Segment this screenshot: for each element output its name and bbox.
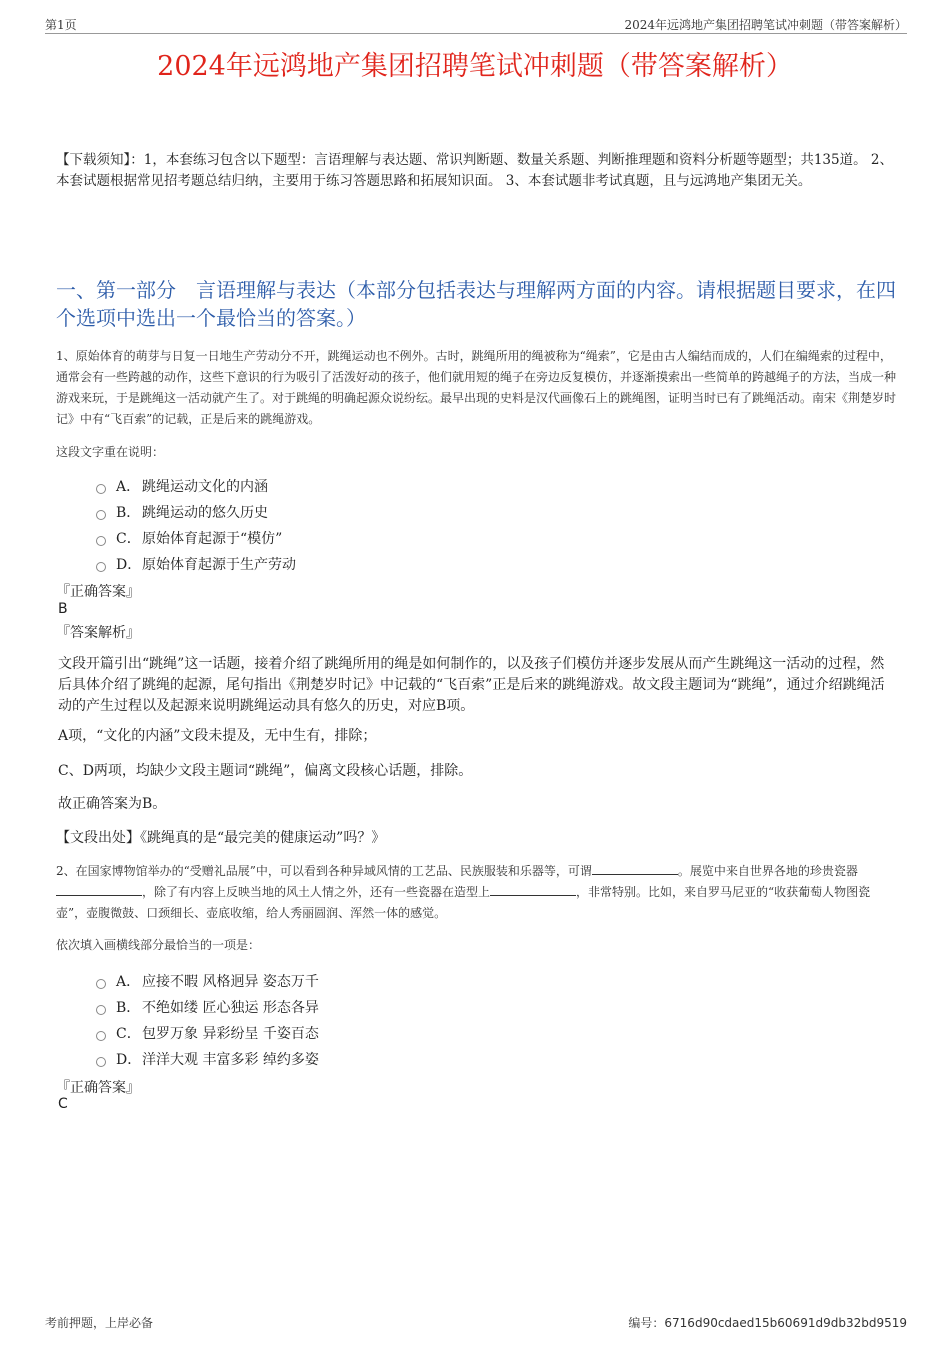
question-1-source: 【文段出处】《跳绳真的是“最完美的健康运动”吗？》 <box>56 830 386 846</box>
radio-icon[interactable] <box>96 979 106 989</box>
question-2-prompt: 依次填入画横线部分最恰当的一项是： <box>56 938 261 952</box>
question-2-option-b[interactable] <box>96 994 319 1020</box>
question-1-option-b[interactable] <box>96 499 296 525</box>
option-text: 包罗万象 异彩纷呈 千姿百态 <box>142 1026 319 1042</box>
stem-text: 。展览中来自世界各地的珍贵瓷器 <box>677 864 858 878</box>
option-letter: A． <box>116 974 141 990</box>
page-number: 第1页 <box>45 18 77 32</box>
section-heading: 一、第一部分 言语理解与表达（本部分包括表达与理解两方面的内容。请根据题目要求，在四个选项中选出一个最恰当的答案。） <box>56 278 896 330</box>
option-text: 跳绳运动的悠久历史 <box>142 505 268 521</box>
question-1-option-d[interactable] <box>96 551 296 577</box>
question-1-option-a[interactable] <box>96 473 296 499</box>
option-letter: C． <box>116 531 141 547</box>
question-1-prompt: 这段文字重在说明： <box>56 445 165 459</box>
download-notice: 【下载须知】：1，本套练习包含以下题型：言语理解与表达题、常识判断题、数量关系题、判断推理题和资料分析题等题型；共135道。 2、本套试题根据常见招考题总结归纳，主要用于练习答题思路和拓展知识面。 3、本套试题非考试真题，且与远鸿地产集团无关。 <box>56 152 893 189</box>
radio-icon[interactable] <box>96 562 106 572</box>
option-text: 原始体育起源于生产劳动 <box>142 557 296 573</box>
radio-icon[interactable] <box>96 510 106 520</box>
question-1-analysis: 文段开篇引出“跳绳”这一话题，接着介绍了跳绳所用的绳是如何制作的，以及孩子们模仿并逐步发展从而产生跳绳这一活动的过程，然后具体介绍了跳绳的起源，尾句指出《荆楚岁时记》中记载的“飞百索”正是后来的跳绳游戏。故文段主题词为“跳绳”，通过介绍跳绳活动的产生过程以及起源来说明跳绳运动具有悠久的历史，对应B项。 <box>58 656 885 714</box>
fill-blank <box>490 884 576 896</box>
radio-icon[interactable] <box>96 1057 106 1067</box>
stem-text: 2、在国家博物馆举办的“受赠礼品展”中，可以看到各种异域风情的工艺品、民族服装和乐器等，可谓 <box>56 864 592 878</box>
question-1-analysis-label: 『答案解析』 <box>56 625 140 641</box>
option-letter: B． <box>116 505 141 521</box>
page-header <box>45 14 907 34</box>
question-1-option-c[interactable] <box>96 525 296 551</box>
radio-icon[interactable] <box>96 1005 106 1015</box>
option-text: 应接不暇 风格迥异 姿态万千 <box>142 974 319 990</box>
option-text: 洋洋大观 丰富多彩 绰约多姿 <box>142 1052 319 1068</box>
option-letter: D． <box>116 1052 142 1068</box>
question-2-answer-label: 『正确答案』 <box>56 1080 140 1096</box>
option-text: 跳绳运动文化的内涵 <box>142 479 268 495</box>
footer-slogan: 考前押题，上岸必备 <box>45 1316 154 1330</box>
footer-code <box>628 1314 907 1331</box>
footer-code-label: 编号： <box>628 1316 665 1330</box>
question-2-option-d[interactable] <box>96 1046 319 1072</box>
fill-blank <box>592 863 678 875</box>
option-letter: B． <box>116 1000 141 1016</box>
radio-icon[interactable] <box>96 536 106 546</box>
stem-text: ，非常特别。比如，来自罗马尼亚的“收获葡萄人物图瓷壶”，壶腹微鼓、口颈细长、壶底收缩，给人秀丽圆润、浑然一体的感觉。 <box>56 885 871 920</box>
question-2-stem <box>56 861 898 924</box>
question-1-answer-label: 『正确答案』 <box>56 584 140 600</box>
question-1-conclusion: 故正确答案为B。 <box>58 796 167 812</box>
question-2-option-a[interactable] <box>96 968 319 994</box>
document-title: 2024年远鸿地产集团招聘笔试冲刺题（带答案解析） <box>157 51 793 82</box>
option-text: 原始体育起源于“模仿” <box>142 531 283 547</box>
question-2-option-c[interactable] <box>96 1020 319 1046</box>
footer-code-value: 6716d90cdaed15b60691d9db32bd9519 <box>664 1316 907 1330</box>
question-2-options <box>96 968 319 1072</box>
question-1-analysis-a: A项，“文化的内涵”文段未提及，无中生有，排除； <box>58 728 377 744</box>
radio-icon[interactable] <box>96 1031 106 1041</box>
question-1-options <box>96 473 296 577</box>
question-1-answer: B <box>58 601 68 617</box>
radio-icon[interactable] <box>96 484 106 494</box>
question-2-answer: C <box>58 1096 68 1112</box>
option-text: 不绝如缕 匠心独运 形态各异 <box>142 1000 319 1016</box>
option-letter: D． <box>116 557 142 573</box>
header-doc-title: 2024年远鸿地产集团招聘笔试冲刺题（带答案解析） <box>624 18 907 32</box>
option-letter: C． <box>116 1026 141 1042</box>
option-letter: A． <box>116 479 141 495</box>
fill-blank <box>56 884 142 896</box>
question-1-analysis-cd: C、D两项，均缺少文段主题词“跳绳”，偏离文段核心话题，排除。 <box>58 763 473 779</box>
stem-text: ，除了有内容上反映当地的风土人情之外，还有一些瓷器在造型上 <box>142 885 491 899</box>
question-1-stem: 1、原始体育的萌芽与日复一日地生产劳动分不开，跳绳运动也不例外。古时，跳绳所用的绳被称为“绳索”，它是由古人编结而成的，人们在编绳索的过程中，通常会有一些跨越的动作，这些下意识的行为吸引了活泼好动的孩子，他们就用短的绳子在旁边反复模仿，并逐渐摸索出一些简单的跨越绳子的方法，当成一种游戏来玩，于是跳绳这一活动就产生了。对于跳绳的明确起源众说纷纭。最早出现的史料是汉代画像石上的跳绳图，证明当时已有了跳绳活动。南宋《荆楚岁时记》中有“飞百索”的记载，正是后来的跳绳游戏。 <box>56 349 897 426</box>
